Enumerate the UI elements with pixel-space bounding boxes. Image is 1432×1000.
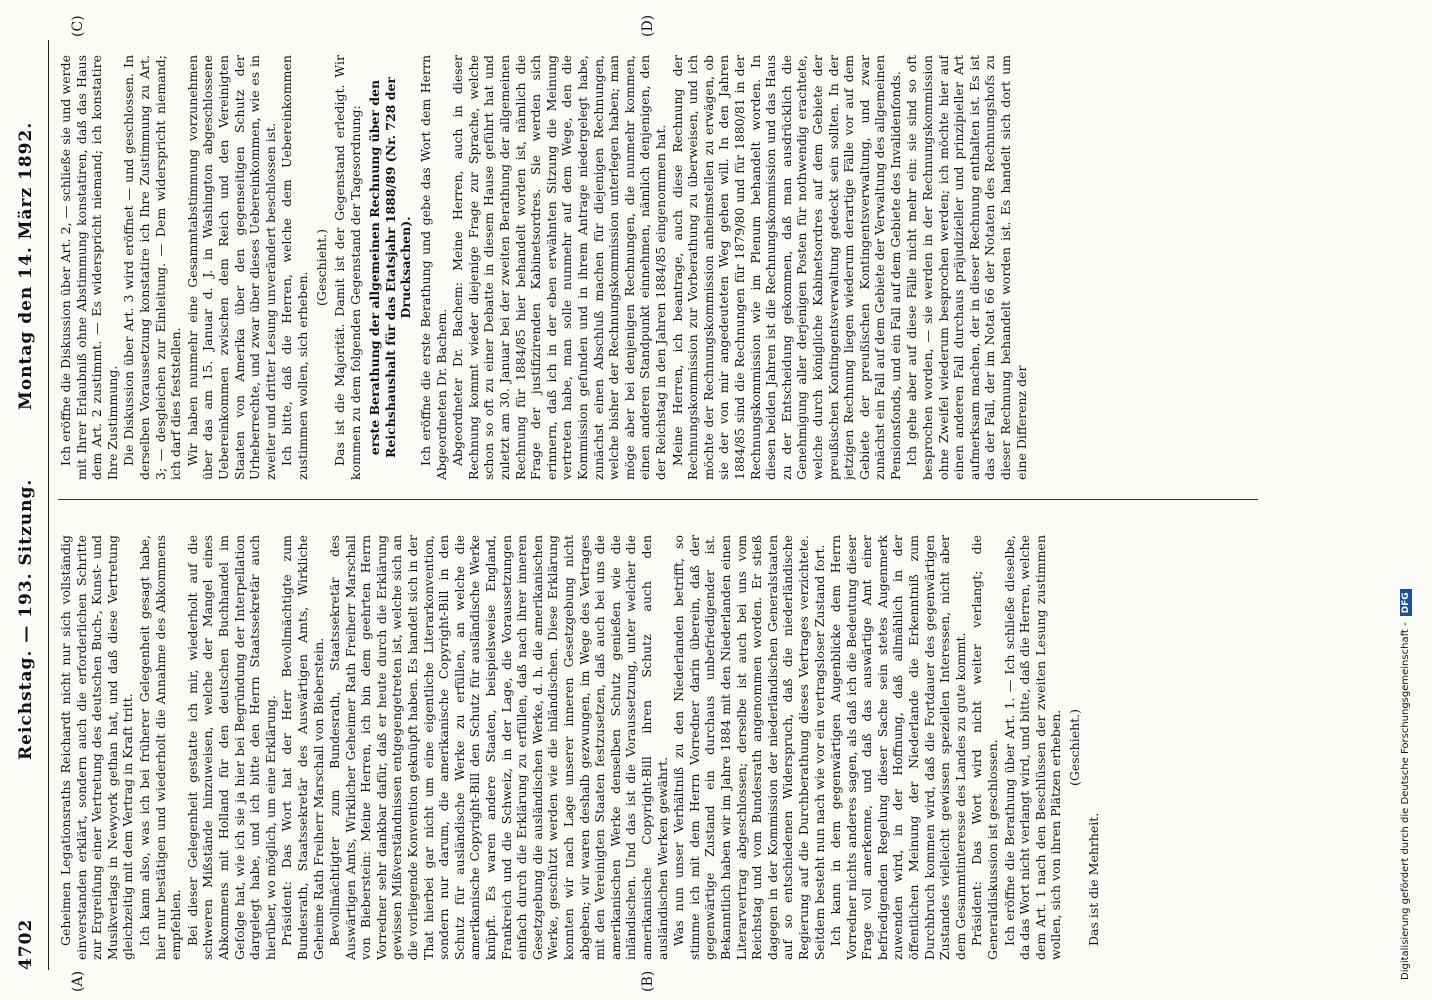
paragraph: Was nun unser Verhältniß zu den Niederlanden betrifft, so stimme ich mit dem Herrn Vorredner darin überein, daß der gegenwärtige Zustand ein durchaus unbefriedigender ist. Bekanntlich haben wir im Jahre 1884 mit den Niederlanden einen Literarvertrag abgeschlossen; derselbe ist auch bei uns vom Reichstag und vom Bundesrath angenommen worden. Er stieß dagegen in der Kommission der niederländischen Generalstaaten auf so entschiedenen Widerspruch, daß die niederländische Regierung auf die Durchberathung dieses Vertrages verzichtete. Seitdem besteht nun nach wie vor ein vertragsloser Zustand fort. (671, 535, 827, 960)
header-title-right: Montag den 14. März 1892. (16, 121, 36, 410)
column-divider (58, 499, 1258, 500)
paragraph: Ich bitte, daß die Herren, welche dem Uebereinkommen zustimmen wollen, sich erheben. (279, 55, 310, 480)
paragraph: Die Diskussion über Art. 3 wird eröffnet — und geschlossen. In derselben Voraussetzung konstatire ich Ihre Zustimmung zu Art. 3; — desgleichen zur Einleitung. — Dem widerspricht niemand; ich darf dies feststellen. (121, 55, 184, 480)
margin-marker-b: (B) (640, 970, 656, 992)
stage-direction: (Geschieht.) (1067, 708, 1082, 787)
paragraph: Wir haben nunmehr eine Gesammtabstimmung vorzunehmen über das am 15. Januar d. J. in Washington abgeschlossene Uebereinkommen zwischen dem Reich und den Vereinigten Staaten von Amerika über den gegenseitigen Schutz der Urheberrechte, und zwar über dieses Uebereinkommen, wie es in zweiter und dritter Lesung unverändert beschlossen ist. (184, 55, 278, 480)
paragraph: Ich kann in dem gegenwärtigen Augenblicke dem Herrn Vorredner nichts anderes sagen, als daß ich die Bedeutung dieser Frage voll anerkenne, und daß das auswärtige Amt einer befriedigenden Regelung dieser Sache sein stetes Augenmerk zuwenden wird, in der Hoffnung, daß allmählich in der öffentlichen Meinung der Niederlande die Erkenntniß zum Durchbruch kommen wird, daß die Fortdauer des gegenwärtigen Zustandes vielleicht gewissen speziellen Interessen, nicht aber dem Gesammtinteresse des Landes zu gute kommt. (828, 535, 968, 960)
digitization-credit (1400, 589, 1411, 980)
dfg-logo: DFG (1400, 589, 1412, 616)
paragraph: Bevollmächtigter zum Bundesrath, Staatssekretär des Auswärtigen Amts, Wirklicher Geheimer Rath Freiherr Marschall von Bieberstein: Meine Herren, ich bin dem geehrten Herrn Vorredner sehr dankbar dafür, daß er heute durch die Erklärung gewissen Mißverständnissen entgegengetreten ist, welche sich an die vorliegende Konvention geknüpft haben. Es handelt sich in der That hierbei gar nicht um eine eigentliche Literarkonvention, sondern nur darum, die amerikanische Copyright-Bill in den Schutz für ausländische Werke zu erfüllen, an welche die amerikanische Copyright-Bill den Schutz für ausländische Werke knüpft. Es waren andere Staaten, beispielsweise England, Frankreich und die Schweiz, in der Lage, die Voraussetzungen einfach durch die Erklärung zu erfüllen, daß nach ihrer inneren Gesetzgebung die ausländischen Werke, d. h. die amerikanischen Werke, geschützt werden wie die inländischen. Diese Erklärung konnten wir nach Lage unserer inneren Gesetzgebung nicht abgeben; wir waren deshalb gezwungen, im Wege des Vertrages mit den Vereinigten Staaten festzusetzen, daß auch bei uns die amerikanischen Werke denselben Schutz genießen wie die inländischen. Und das ist die Voraussetzung, unter welcher die amerikanische Copyright-Bill ihren Schutz auch den ausländischen Werken gewährt. (327, 535, 670, 960)
paragraph: Bei dieser Gelegenheit gestatte ich mir, wiederholt auf die schweren Mißstände hinzuweisen, welche der Mangel eines Abkommens mit Holland für den deutschen Buchhandel im Gefolge hat, wie ich sie ja hier bei Begründung der Interpellation dargelegt habe, und ich bitte den Herrn Staatssekretär auch hierüber, wo möglich, um eine Erklärung. (184, 535, 278, 960)
running-header (8, 40, 49, 970)
stage-direction: (Geschieht.) (313, 228, 329, 307)
margin-marker-a: (A) (70, 970, 86, 992)
margin-marker-c: (C) (70, 15, 86, 37)
paragraph: Das ist die Majorität. Damit ist der Gegenstand erledigt. Wir kommen zu dem folgenden Gegenstand der Tagesordnung: (332, 55, 363, 480)
paragraph: Abgeordneter Dr. Bachem: Meine Herren, auch in dieser Rechnung kommt wieder diejenige Frage zur Sprache, welche schon so oft zu einer Debatte in diesem Hause geführt hat und zuletzt am 30. Januar bei der zweiten Berathung der allgemeinen Rechnung für 1884/85 hier behandelt worden ist, nämlich die Frage der justifizirenden Kabinetsordres. Sie werden sich erinnern, daß ich in der eben erwähnten Sitzung die Meinung vertreten habe, man solle nunmehr auf dem Wege, den die Kommission gefunden und in ihrem Antrage niedergelegt habe, zunächst einen Abschluß machen für diejenigen Rechnungen, welche bisher der Rechnungskommission unterlegen haben; man möge aber bei denjenigen Rechnungen, die nunmehr kommen, einen anderen Standpunkt einnehmen, nämlich denjenigen, den der Reichstag in den Jahren 1884/85 eingenommen hat. (450, 55, 668, 480)
paragraph: Präsident: Das Wort wird nicht weiter verlangt; die Generaldiskussion ist geschlossen. (969, 535, 1001, 960)
paragraph: Geheimen Legationsraths Reichardt nicht nur sich vollständig einverstanden erklärt, sondern auch die erforderlichen Schritte zur Ergreifung einer Vertretung des deutschen Buch-, Kunst- und Musikverlags in Newyork gethan hat, und daß diese Vertretung gleichzeitig mit dem Vertrag in Kraft tritt. (58, 535, 136, 960)
header-title-left: Reichstag. — 193. Sitzung. (16, 478, 36, 760)
paragraph: Ich eröffne die Berathung über Art. 1. — Ich schließe dieselbe, da das Wort nicht verlangt wird, und bitte, daß die Herren, welche dem Art. 1 nach den Beschlüssen der zweiten Lesung zustimmen wollen, sich von ihren Plätzen erheben. (1001, 535, 1064, 960)
credit-text: Digitalisierung gefördert durch die Deutsche Forschungsgemeinschaft - (1400, 622, 1411, 980)
paragraph: Ich eröffne die erste Berathung und gebe das Wort dem Herrn Abgeordneten Dr. Bachem. (418, 55, 449, 480)
paragraph: Ich eröffne die Diskussion über Art. 2, — schließe sie und werde mit Ihrer Erlaubniß ohne Abstimmung konstatiren, daß das Haus dem Art. 2 zustimmt. — Es widerspricht niemand; ich konstatire Ihre Zustimmung. (58, 55, 120, 480)
margin-marker-d: (D) (640, 14, 656, 37)
agenda-item-heading: erste Berathung der allgemeinen Rechnung über den Reichshaushalt für das Etatsjahr 1888/89 (Nr. 728 der Drucksachen). (367, 77, 414, 458)
page-number: 4702 (16, 918, 36, 970)
paragraph: Präsident: Das Wort hat der Herr Bevollmächtigte zum Bundesrath, Staatssekretär des Auswärtigen Amts, Wirkliche Geheime Rath Freiherr Marschall von Bieberstein. (279, 535, 326, 960)
paragraph: Ich kann also, was ich bei früherer Gelegenheit gesagt habe, hier nur bestätigen und wiederholt die Annahme des Abkommens empfehlen. (136, 535, 184, 960)
paragraph: Das ist die Mehrheit. (1085, 812, 1101, 946)
right-column (58, 55, 1298, 480)
left-column (58, 535, 1298, 960)
paragraph: Ich gehe aber auf diese Fälle nicht mehr ein: sie sind so oft besprochen worden, — sie werden in der Rechnungskommission ohne Zweifel wiederum besprochen werden; ich möchte hier auf einen anderen Fall durchaus präjudizieller und prinzipieller Art aufmerksam machen, der in dieser Rechnung enthalten ist. Es ist das der Fall, der im Notat 66 der Notaten des Rechnungshofs zu dieser Rechnung behandelt worden ist. Es handelt sich dort um eine Differenz der (904, 55, 1029, 480)
paragraph: Meine Herren, ich beantrage, auch diese Rechnung der Rechnungskommission zur Vorberathung zu überweisen, und ich möchte der Rechnungskommission anheimstellen zu erwägen, ob sie der von mir angedeuteten Weg gehen will. In den Jahren 1884/85 sind die Rechnungen für 1879/80 und für 1880/81 in der Rechnungskommission wie im Plenum behandelt worden. In diesen beiden Jahren ist die Rechnungskommission und das Haus zu der Entscheidung gekommen, daß man ausdrücklich die Genehmigung aller derjenigen Posten für nothwendig erachtete, welche durch königliche Kabinetsordres auf dem Gebiete der preußischen Kontingentsverwaltung gedeckt sein sollten. In der jetzigen Rechnung liegen wiederum derartige Fälle vor auf dem Gebiete der preußischen Kontingentsverwaltung, und zwar zunächst ein Fall auf dem Gebiete der Verwaltung des allgemeinen Pensionsfonds, und ein Fall auf dem Gebiete des Invalidenfonds. (669, 55, 903, 480)
